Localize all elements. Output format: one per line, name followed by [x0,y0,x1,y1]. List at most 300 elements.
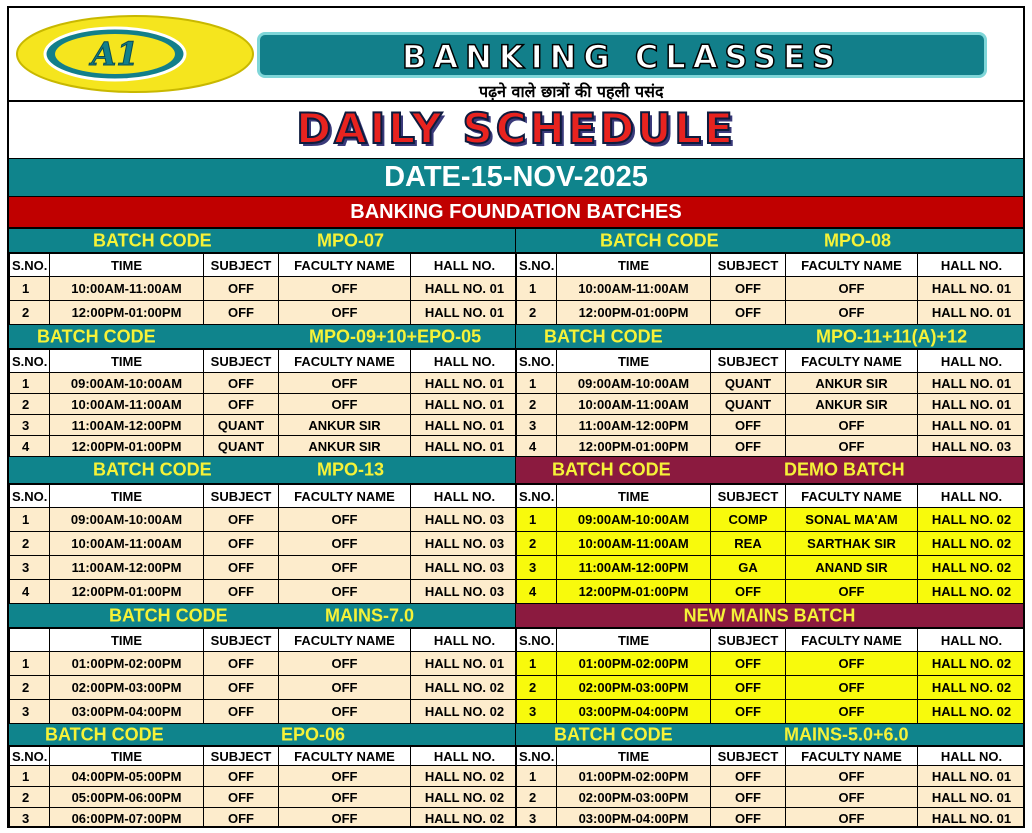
column-header-hall: HALL NO. [918,747,1024,766]
batch-header [9,457,515,484]
batch-table [516,628,1023,724]
cell-subject: OFF [204,580,279,604]
cell-hall: HALL NO. 02 [918,508,1024,532]
cell-subject: OFF [711,787,786,808]
cell-hall: HALL NO. 01 [918,808,1024,829]
table-row [517,556,1024,580]
batch-grid [9,229,1023,828]
cell-time: 11:00AM-12:00PM [50,415,204,436]
column-header-hall: HALL NO. [411,629,517,652]
column-header-row [10,747,517,766]
cell-hall: HALL NO. 01 [411,373,517,394]
section-title: BANKING FOUNDATION BATCHES [9,197,1023,229]
batch-table [9,349,516,457]
cell-hall: HALL NO. 01 [411,301,517,325]
cell-subject: OFF [204,787,279,808]
batch-code-label: BATCH CODE [554,724,673,744]
column-header-sno: S.NO. [10,485,50,508]
column-header-row [10,254,517,277]
cell-faculty: ANKUR SIR [786,394,918,415]
cell-sno: 3 [517,808,557,829]
column-header-faculty: FACULTY NAME [786,254,918,277]
date-label: DATE-15-NOV-2025 [9,158,1023,197]
cell-hall: HALL NO. 02 [918,676,1024,700]
column-header-hall: HALL NO. [918,629,1024,652]
cell-faculty: SONAL MA'AM [786,508,918,532]
cell-time: 09:00AM-10:00AM [557,508,711,532]
cell-hall: HALL NO. 01 [918,277,1024,301]
column-header-time: TIME [50,747,204,766]
batch-header [9,724,515,746]
cell-hall: HALL NO. 01 [918,373,1024,394]
column-header-hall: HALL NO. [411,747,517,766]
cell-sno: 2 [517,532,557,556]
batch-code-label: BATCH CODE [37,326,156,346]
batch-table [516,746,1023,828]
cell-subject: QUANT [711,394,786,415]
batch-pair [9,724,1023,828]
cell-subject: QUANT [204,436,279,457]
cell-time: 11:00AM-12:00PM [557,415,711,436]
cell-faculty: OFF [786,277,918,301]
cell-sno: 3 [10,556,50,580]
table-row [517,766,1024,787]
cell-subject: OFF [204,556,279,580]
cell-faculty: OFF [279,556,411,580]
table-row [10,556,517,580]
cell-time: 02:00PM-03:00PM [557,787,711,808]
table-row [517,508,1024,532]
cell-sno: 2 [10,787,50,808]
column-header-time: TIME [50,629,204,652]
cell-faculty: OFF [279,580,411,604]
cell-time: 03:00PM-04:00PM [50,700,204,724]
logo-text: A1 [91,35,139,73]
cell-hall: HALL NO. 03 [411,556,517,580]
batch-code-label: BATCH CODE [600,230,719,250]
cell-sno: 1 [517,766,557,787]
cell-time: 03:00PM-04:00PM [557,808,711,829]
cell-time: 05:00PM-06:00PM [50,787,204,808]
cell-time: 11:00AM-12:00PM [557,556,711,580]
batch-code-value: MPO-11+11(A)+12 [816,326,968,346]
cell-sno: 1 [10,508,50,532]
cell-time: 04:00PM-05:00PM [50,766,204,787]
column-header-subject: SUBJECT [204,747,279,766]
cell-subject: OFF [204,301,279,325]
cell-faculty: OFF [279,787,411,808]
cell-faculty: OFF [279,532,411,556]
cell-hall: HALL NO. 01 [411,436,517,457]
table-row [517,436,1024,457]
column-header-faculty: FACULTY NAME [786,747,918,766]
table-row [10,580,517,604]
cell-hall: HALL NO. 02 [918,532,1024,556]
cell-subject: OFF [711,580,786,604]
cell-sno: 3 [517,556,557,580]
cell-subject: OFF [711,652,786,676]
table-row [10,301,517,325]
column-header-subject: SUBJECT [711,747,786,766]
column-header-subject: SUBJECT [711,629,786,652]
cell-hall: HALL NO. 01 [411,277,517,301]
batch-block [9,229,516,325]
batch-code-label: BATCH CODE [93,459,212,480]
cell-faculty: OFF [279,394,411,415]
cell-subject: QUANT [711,373,786,394]
column-header-faculty: FACULTY NAME [786,629,918,652]
cell-sno: 1 [517,652,557,676]
batch-block [9,457,516,604]
table-row [10,676,517,700]
cell-time: 10:00AM-11:00AM [50,394,204,415]
column-header-time: TIME [557,254,711,277]
cell-time: 12:00PM-01:00PM [50,301,204,325]
cell-faculty: OFF [279,808,411,829]
cell-hall: HALL NO. 03 [411,580,517,604]
cell-faculty: OFF [786,415,918,436]
cell-time: 10:00AM-11:00AM [557,394,711,415]
table-row [517,373,1024,394]
column-header-hall: HALL NO. [918,350,1024,373]
cell-sno: 1 [517,277,557,301]
column-header-faculty: FACULTY NAME [279,485,411,508]
batch-code-label: BATCH CODE [45,724,164,744]
cell-subject: OFF [204,373,279,394]
column-header-row [517,485,1024,508]
cell-time: 01:00PM-02:00PM [557,652,711,676]
batch-header [516,724,1023,746]
cell-subject: COMP [711,508,786,532]
cell-sno: 2 [10,676,50,700]
batch-block [516,724,1023,828]
batch-block [9,604,516,724]
cell-sno: 1 [10,277,50,301]
cell-time: 02:00PM-03:00PM [50,676,204,700]
cell-subject: OFF [204,394,279,415]
cell-faculty: OFF [279,301,411,325]
banner [9,8,1023,102]
cell-subject: OFF [204,808,279,829]
column-header-subject: SUBJECT [204,350,279,373]
cell-subject: REA [711,532,786,556]
cell-sno: 2 [517,787,557,808]
column-header-time: TIME [50,485,204,508]
batch-code-value: DEMO BATCH [784,459,905,480]
cell-faculty: OFF [279,277,411,301]
cell-subject: OFF [204,766,279,787]
cell-faculty: OFF [279,373,411,394]
column-header-subject: SUBJECT [711,254,786,277]
cell-faculty: OFF [279,508,411,532]
cell-faculty: ANKUR SIR [786,373,918,394]
cell-subject: OFF [711,277,786,301]
cell-subject: QUANT [204,415,279,436]
column-header-time: TIME [557,485,711,508]
cell-time: 10:00AM-11:00AM [50,532,204,556]
batch-block [516,325,1023,457]
table-row [517,676,1024,700]
table-row [10,415,517,436]
cell-hall: HALL NO. 02 [918,580,1024,604]
cell-time: 09:00AM-10:00AM [50,373,204,394]
cell-subject: OFF [204,652,279,676]
cell-hall: HALL NO. 01 [411,415,517,436]
batch-code-value: MAINS-7.0 [325,605,415,625]
cell-subject: OFF [711,301,786,325]
cell-time: 09:00AM-10:00AM [50,508,204,532]
column-header-hall: HALL NO. [411,485,517,508]
cell-faculty: OFF [279,700,411,724]
column-header-faculty: FACULTY NAME [279,254,411,277]
cell-sno: 1 [10,373,50,394]
table-row [10,508,517,532]
tagline: पढ़ने वाले छात्रों की पहली पसंद [479,82,664,101]
cell-subject: GA [711,556,786,580]
cell-faculty: ANKUR SIR [279,436,411,457]
cell-sno: 2 [10,301,50,325]
cell-faculty: OFF [786,301,918,325]
batch-header [9,229,515,253]
cell-time: 12:00PM-01:00PM [50,436,204,457]
cell-faculty: OFF [279,676,411,700]
cell-sno: 4 [10,580,50,604]
cell-time: 12:00PM-01:00PM [50,580,204,604]
cell-faculty: OFF [786,652,918,676]
cell-time: 10:00AM-11:00AM [50,277,204,301]
cell-subject: OFF [204,532,279,556]
column-header-hall: HALL NO. [918,254,1024,277]
column-header-subject: SUBJECT [711,485,786,508]
column-header-subject: SUBJECT [204,629,279,652]
cell-faculty: ANKUR SIR [279,415,411,436]
cell-hall: HALL NO. 02 [411,766,517,787]
batch-code-value: MPO-07 [317,230,385,250]
cell-sno: 1 [10,766,50,787]
table-row [10,532,517,556]
column-header-sno: S.NO. [517,485,557,508]
column-header-sno: S.NO. [517,350,557,373]
cell-hall: HALL NO. 02 [918,652,1024,676]
batch-code-value: EPO-06 [281,724,346,744]
cell-subject: OFF [204,700,279,724]
cell-sno: 3 [10,415,50,436]
cell-sno: 3 [10,808,50,829]
cell-time: 10:00AM-11:00AM [557,277,711,301]
column-header-hall: HALL NO. [411,254,517,277]
column-header-time: TIME [557,747,711,766]
column-header-faculty: FACULTY NAME [279,747,411,766]
brand-box [257,32,987,78]
batch-code-value: MAINS-5.0+6.0 [784,724,909,744]
cell-subject: OFF [711,415,786,436]
cell-time: 09:00AM-10:00AM [557,373,711,394]
batch-block [516,457,1023,604]
cell-time: 12:00PM-01:00PM [557,436,711,457]
column-header-sno: S.NO. [10,747,50,766]
cell-sno: 2 [517,676,557,700]
cell-subject: OFF [204,508,279,532]
cell-time: 02:00PM-03:00PM [557,676,711,700]
cell-hall: HALL NO. 01 [918,394,1024,415]
cell-time: 01:00PM-02:00PM [50,652,204,676]
cell-time: 10:00AM-11:00AM [557,532,711,556]
table-row [517,394,1024,415]
table-row [517,277,1024,301]
column-header-hall: HALL NO. [411,350,517,373]
cell-time: 12:00PM-01:00PM [557,580,711,604]
cell-hall: HALL NO. 02 [411,808,517,829]
cell-sno: 1 [517,508,557,532]
cell-hall: HALL NO. 03 [918,436,1024,457]
batch-header [9,604,515,628]
table-row [10,787,517,808]
batch-table [516,349,1023,457]
cell-time: 11:00AM-12:00PM [50,556,204,580]
batch-header [9,325,515,349]
table-row [517,700,1024,724]
cell-sno: 3 [517,700,557,724]
cell-faculty: OFF [786,436,918,457]
column-header-faculty: FACULTY NAME [786,485,918,508]
cell-hall: HALL NO. 02 [411,676,517,700]
a1-logo [13,12,258,96]
column-header-faculty: FACULTY NAME [279,350,411,373]
column-header-row [10,350,517,373]
cell-hall: HALL NO. 01 [411,652,517,676]
batch-pair [9,604,1023,724]
batch-header [516,604,1023,628]
cell-time: 06:00PM-07:00PM [50,808,204,829]
batch-code-label: BATCH CODE [93,230,212,250]
cell-faculty: OFF [786,808,918,829]
cell-faculty: OFF [786,700,918,724]
cell-sno: 1 [517,373,557,394]
batch-block [516,604,1023,724]
cell-sno: 1 [10,652,50,676]
cell-faculty: OFF [786,580,918,604]
batch-code-value: MPO-09+10+EPO-05 [309,326,482,346]
table-row [517,652,1024,676]
column-header-row [517,629,1024,652]
batch-header [516,325,1023,349]
table-row [10,436,517,457]
table-row [10,808,517,829]
cell-faculty: SARTHAK SIR [786,532,918,556]
batch-table [9,746,516,828]
batch-table [516,484,1023,604]
title-row [9,102,1023,158]
cell-hall: HALL NO. 02 [918,556,1024,580]
cell-time: 01:00PM-02:00PM [557,766,711,787]
table-row [517,301,1024,325]
cell-sno: 4 [517,436,557,457]
cell-hall: HALL NO. 01 [918,787,1024,808]
cell-sno: 2 [517,394,557,415]
table-row [517,580,1024,604]
table-row [10,394,517,415]
cell-faculty: OFF [786,676,918,700]
column-header-sno: S.NO. [517,254,557,277]
cell-subject: OFF [711,676,786,700]
column-header-subject: SUBJECT [711,350,786,373]
batch-pair [9,457,1023,604]
cell-sno: 3 [517,415,557,436]
batch-table [9,484,516,604]
table-row [517,787,1024,808]
cell-sno: 4 [10,436,50,457]
brand-name: BANKING CLASSES [401,38,843,76]
cell-hall: HALL NO. 02 [918,700,1024,724]
cell-hall: HALL NO. 03 [411,508,517,532]
column-header-subject: SUBJECT [204,485,279,508]
table-row [10,277,517,301]
batch-header [516,229,1023,253]
column-header-time: TIME [50,254,204,277]
cell-hall: HALL NO. 01 [411,394,517,415]
column-header-time: TIME [557,350,711,373]
column-header-row [517,254,1024,277]
column-header-sno: S.NO. [10,350,50,373]
batch-pair [9,229,1023,325]
column-header-sno: S.NO. [10,254,50,277]
table-row [10,700,517,724]
column-header-time: TIME [50,350,204,373]
cell-faculty: OFF [279,652,411,676]
cell-subject: OFF [711,766,786,787]
column-header-faculty: FACULTY NAME [786,350,918,373]
batch-table [9,253,516,325]
daily-schedule-title: DAILY SCHEDULE [296,104,736,153]
table-row [10,373,517,394]
column-header-row [10,485,517,508]
cell-time: 03:00PM-04:00PM [557,700,711,724]
cell-subject: OFF [204,676,279,700]
batch-code-label: BATCH CODE [109,605,228,625]
batch-block [516,229,1023,325]
column-header-row [517,350,1024,373]
batch-code-label: BATCH CODE [552,459,671,480]
cell-subject: OFF [711,700,786,724]
batch-header [516,457,1023,484]
cell-subject: OFF [204,277,279,301]
table-row [517,532,1024,556]
table-row [10,766,517,787]
batch-code-value: MPO-08 [824,230,892,250]
column-header-faculty: FACULTY NAME [279,629,411,652]
batch-code-value: MPO-13 [317,459,385,480]
cell-hall: HALL NO. 03 [411,532,517,556]
cell-faculty: ANAND SIR [786,556,918,580]
cell-faculty: OFF [279,766,411,787]
cell-hall: HALL NO. 02 [411,700,517,724]
cell-faculty: OFF [786,766,918,787]
column-header-row [10,629,517,652]
batch-block [9,325,516,457]
cell-hall: HALL NO. 01 [918,415,1024,436]
cell-hall: HALL NO. 02 [411,787,517,808]
column-header-time: TIME [557,629,711,652]
cell-sno: 3 [10,700,50,724]
table-row [517,808,1024,829]
table-row [517,415,1024,436]
batch-table [516,253,1023,325]
batch-block [9,724,516,828]
table-row [10,652,517,676]
batch-code-value: NEW MAINS BATCH [683,605,856,625]
batch-table [9,628,516,724]
cell-subject: OFF [711,808,786,829]
